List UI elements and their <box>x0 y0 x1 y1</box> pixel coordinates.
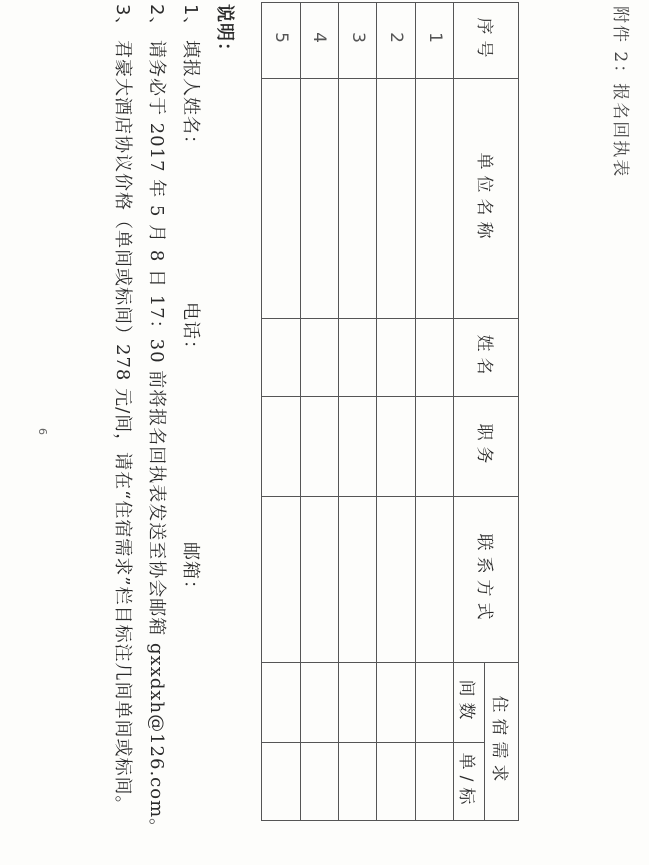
header-seq: 序号 <box>454 3 519 79</box>
cell-name[interactable] <box>338 319 376 397</box>
row-index: 1 <box>415 3 453 79</box>
cell-contact[interactable] <box>415 497 453 663</box>
notes-heading: 说明： <box>214 4 235 61</box>
row-index: 3 <box>338 3 376 79</box>
cell-room-type[interactable] <box>262 743 301 821</box>
cell-unit[interactable] <box>262 79 301 319</box>
contact-name-label: 填报人姓名： <box>180 40 201 154</box>
email-label: 邮箱： <box>180 542 201 599</box>
note-number: 1、 <box>180 4 201 36</box>
note-text: 君豪大酒店协议价格（单间或标间）278 元/间，请在“住宿需求”栏目标注几间单间或标间。 <box>112 40 133 815</box>
cell-unit[interactable] <box>338 79 376 319</box>
cell-rooms[interactable] <box>262 663 301 743</box>
cell-contact[interactable] <box>262 497 301 663</box>
note-number: 2、 <box>146 4 167 36</box>
header-position: 职务 <box>454 397 519 497</box>
header-unit: 单位名称 <box>454 79 519 319</box>
cell-contact[interactable] <box>338 497 376 663</box>
cell-position[interactable] <box>415 397 453 497</box>
cell-position[interactable] <box>300 397 338 497</box>
table-row <box>300 3 338 821</box>
note-text: 请务必于 2017 年 5 月 8 日 17：30 前将报名回执表发送至协会邮箱 gxxdxh@126.com。 <box>146 40 167 838</box>
note-number: 3、 <box>112 4 133 36</box>
cell-unit[interactable] <box>300 79 338 319</box>
page-number: 6 <box>36 428 49 435</box>
header-contact: 联系方式 <box>454 497 519 663</box>
header-name: 姓名 <box>454 319 519 397</box>
cell-rooms[interactable] <box>338 663 376 743</box>
cell-name[interactable] <box>300 319 338 397</box>
header-rooms: 间数 <box>454 663 484 743</box>
row-index: 5 <box>262 3 301 79</box>
cell-rooms[interactable] <box>415 663 453 743</box>
cell-room-type[interactable] <box>377 743 415 821</box>
cell-name[interactable] <box>262 319 301 397</box>
note-item <box>173 4 207 854</box>
registration-table <box>261 2 519 821</box>
cell-position[interactable] <box>338 397 376 497</box>
table-row <box>377 3 415 821</box>
cell-rooms[interactable] <box>300 663 338 743</box>
row-index: 4 <box>300 3 338 79</box>
table-row <box>338 3 376 821</box>
row-index: 2 <box>377 3 415 79</box>
cell-position[interactable] <box>262 397 301 497</box>
cell-unit[interactable] <box>415 79 453 319</box>
cell-room-type[interactable] <box>300 743 338 821</box>
cell-room-type[interactable] <box>338 743 376 821</box>
header-room-type: 单/标 <box>454 743 484 821</box>
phone-label: 电话： <box>180 302 201 359</box>
note-item <box>105 4 139 854</box>
page-title: 附件 2：报名回执表 <box>610 6 630 179</box>
header-lodging: 住宿需求 <box>484 663 518 821</box>
table-row <box>262 3 301 821</box>
cell-rooms[interactable] <box>377 663 415 743</box>
table-row <box>415 3 453 821</box>
cell-room-type[interactable] <box>415 743 453 821</box>
cell-name[interactable] <box>377 319 415 397</box>
note-item <box>139 4 173 854</box>
cell-name[interactable] <box>415 319 453 397</box>
cell-contact[interactable] <box>377 497 415 663</box>
cell-contact[interactable] <box>300 497 338 663</box>
notes-section <box>105 4 239 854</box>
cell-position[interactable] <box>377 397 415 497</box>
cell-unit[interactable] <box>377 79 415 319</box>
